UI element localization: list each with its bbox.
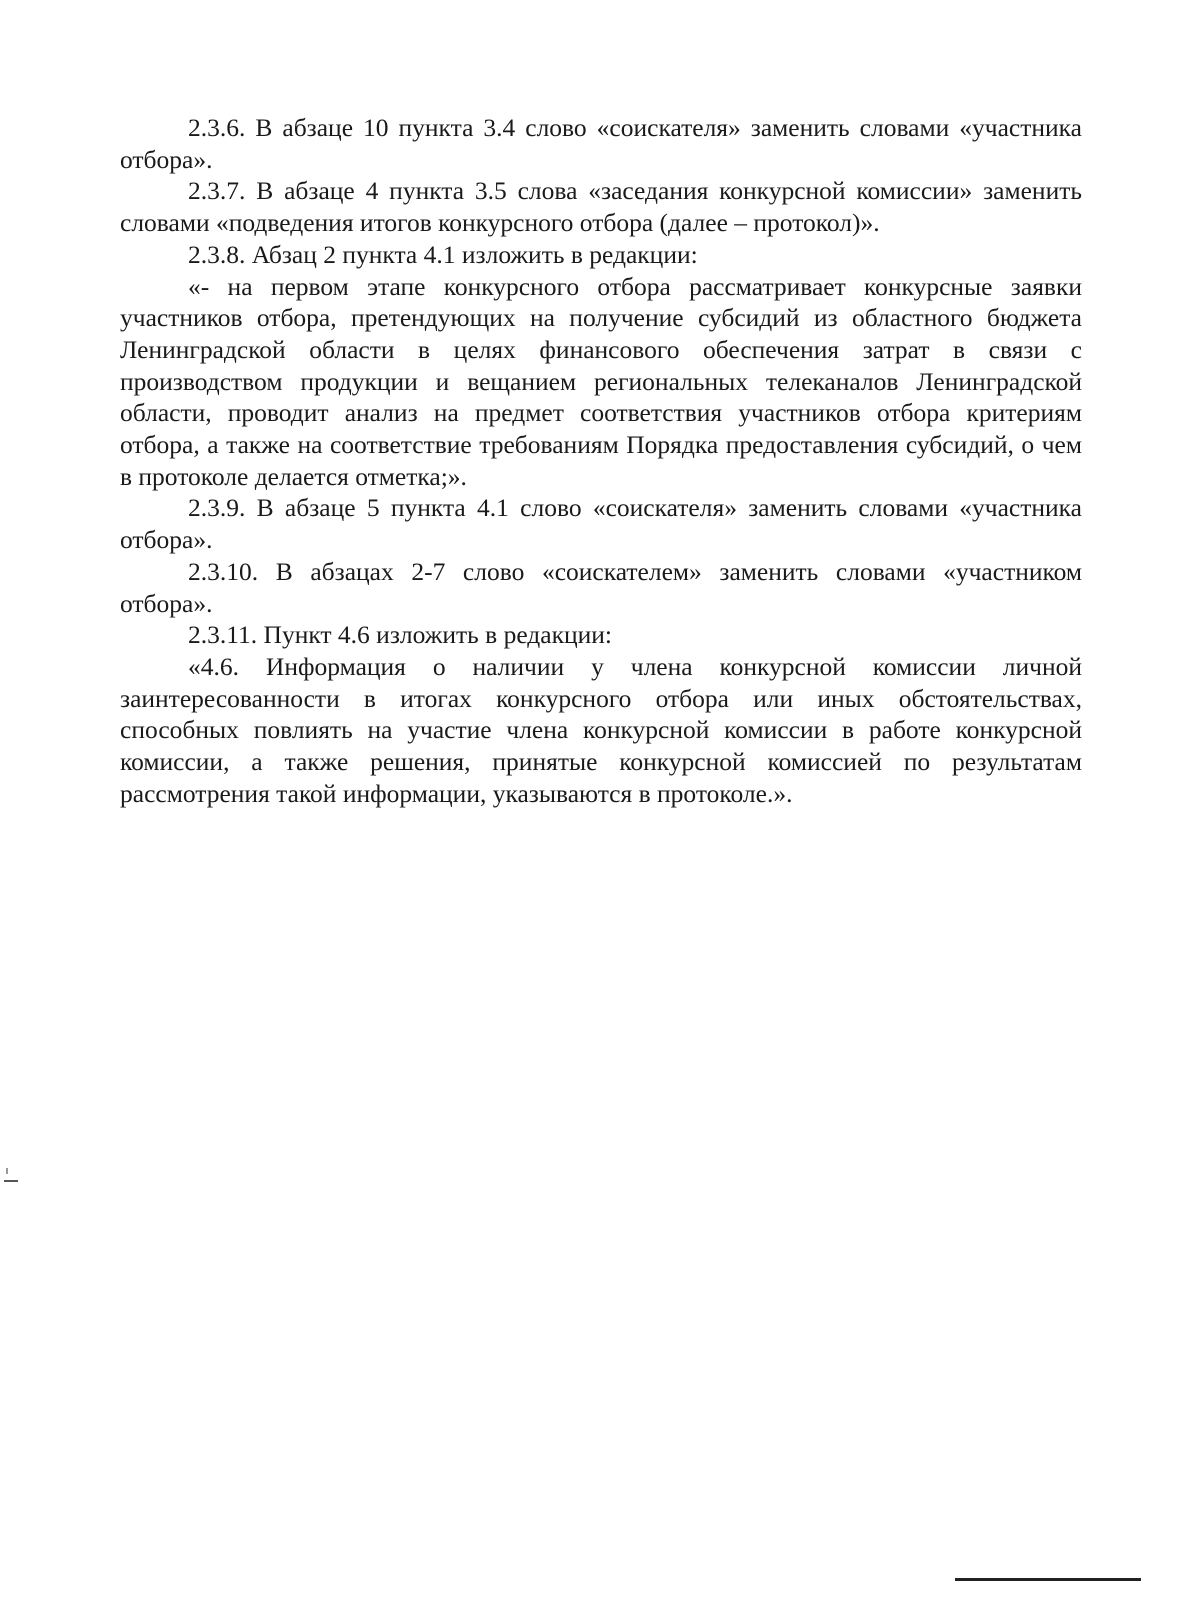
document-body bbox=[120, 112, 1082, 809]
paragraph-quote-4-6: «4.6. Информация о наличии у члена конкурсной комиссии личной заинтересованности в итогах конкурсного отбора или иных обстоятельствах, способных повлиять на участие члена конкурсной комиссии в работе конкурсной комиссии, а также решения, принятые конкурсной комиссией по результатам рассмотрения такой информации, указываются в протоколе.». bbox=[120, 651, 1082, 808]
footer-rule bbox=[955, 1578, 1141, 1581]
paragraph-2-3-9: 2.3.9. В абзаце 5 пункта 4.1 слово «соискателя» заменить словами «участника отбора». bbox=[120, 493, 1082, 555]
paragraph-2-3-11: 2.3.11. Пункт 4.6 изложить в редакции: bbox=[188, 620, 613, 650]
margin-tick-mark bbox=[4, 1180, 18, 1182]
paragraph-quote-4-1: «- на первом этапе конкурсного отбора рассматривает конкурсные заявки участников отбора, претендующих на получение субсидий из областного бюджета Ленинградской области в целях финансового обеспечения затрат в связи с производством продукции и вещанием региональных телеканалов Ленинградской области, проводит анализ на предмет соответствия участников отбора критериям отбора, а также на соответствие требованиям Порядка предоставления субсидий, о чем в протоколе делается отметка;». bbox=[120, 271, 1082, 491]
scan-artifact bbox=[6, 1168, 8, 1174]
paragraph-2-3-7: 2.3.7. В абзаце 4 пункта 3.5 слова «заседания конкурсной комиссии» заменить словами «подведения итогов конкурсного отбора (далее – протокол)». bbox=[120, 176, 1082, 238]
paragraph-2-3-8: 2.3.8. Абзац 2 пункта 4.1 изложить в редакции: bbox=[188, 239, 698, 269]
paragraph-2-3-6: 2.3.6. В абзаце 10 пункта 3.4 слово «соискателя» заменить словами «участника отбора». bbox=[120, 113, 1082, 174]
paragraph-2-3-10: 2.3.10. В абзацах 2-7 слово «соискателем» заменить словами «участником отбора». bbox=[120, 556, 1082, 618]
